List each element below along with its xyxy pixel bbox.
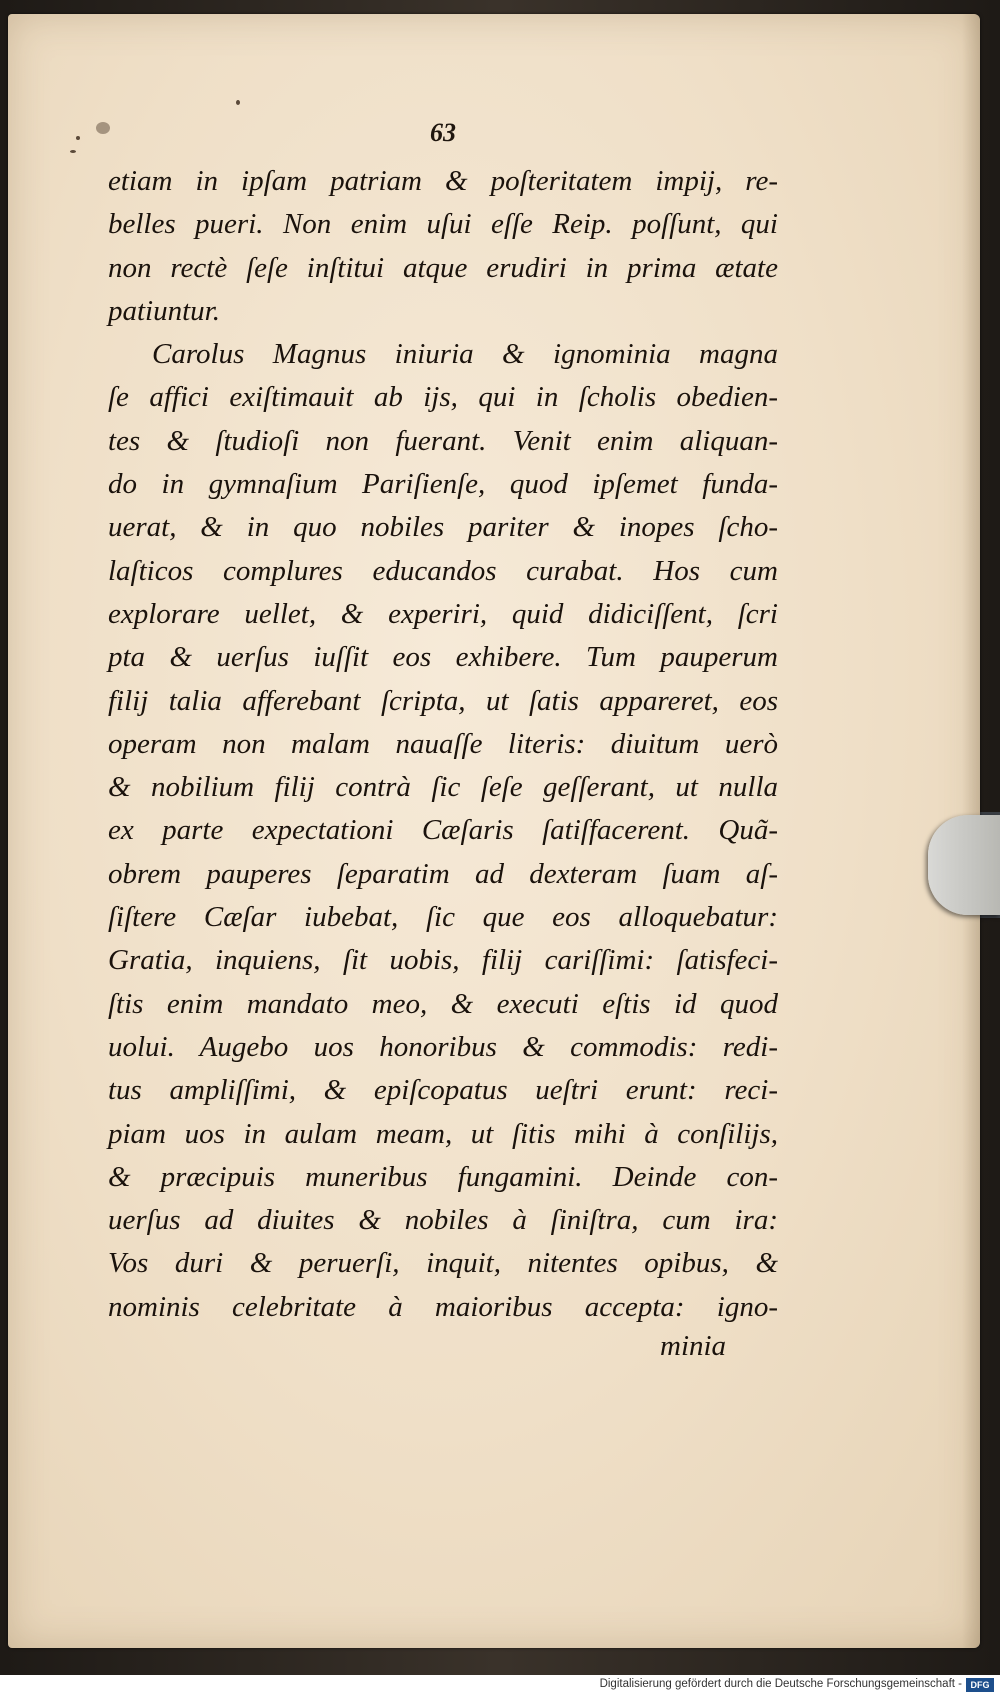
- text-line: ſtis enim mandato meo, & executi eſtis id quod: [108, 987, 778, 1020]
- footer-credit: Digitalisierung gefördert durch die Deutsche Forschungsgemeinschaft -: [599, 1678, 962, 1690]
- text-line: operam non malam nauaſſe literis: diuitum uerò: [108, 727, 778, 760]
- footer-bar: [0, 1675, 1000, 1697]
- page-clip: [928, 815, 1000, 915]
- ink-speck: [96, 122, 110, 134]
- text-line: & nobilium filij contrà ſic ſeſe geſſerant, ut nulla: [108, 771, 778, 804]
- text-line: obrem pauperes ſeparatim ad dexteram ſuam aſ-: [108, 857, 778, 890]
- text-line: tes & ſtudioſi non fuerant. Venit enim aliquan-: [108, 424, 778, 457]
- text-line: uolui. Augebo uos honoribus & commodis: redi-: [108, 1030, 778, 1063]
- text-line: explorare uellet, & experiri, quid didiciſſent, ſcri: [108, 597, 778, 630]
- text-line: Vos duri & peruerſi, inquit, nitentes opibus, &: [108, 1247, 778, 1280]
- text-line: laſticos complures educandos curabat. Hos cum: [108, 554, 778, 587]
- dfg-logo: DFG: [966, 1678, 994, 1692]
- text-line: nominis celebritate à maioribus accepta: igno-: [108, 1290, 778, 1323]
- body-text: [108, 160, 778, 1329]
- text-line: Carolus Magnus iniuria & ignominia magna: [152, 338, 778, 371]
- text-line: piam uos in aulam meam, ut ſitis mihi à conſilijs,: [108, 1117, 778, 1150]
- ink-speck: [76, 136, 80, 140]
- text-line: do in gymnaſium Pariſienſe, quod ipſemet funda-: [108, 468, 778, 501]
- ink-speck: [70, 150, 76, 153]
- text-line: ex parte expectationi Cæſaris ſatiſfacerent. Quã-: [108, 814, 778, 847]
- text-line: & præcipuis muneribus fungamini. Deinde con-: [108, 1160, 778, 1193]
- catchword: minia: [660, 1330, 727, 1362]
- text-line: uerſus ad diuites & nobiles à ſiniſtra, cum ira:: [108, 1204, 778, 1237]
- text-line: pta & uerſus iuſſit eos exhibere. Tum pauperum: [108, 641, 778, 674]
- text-line: patiuntur.: [108, 294, 220, 327]
- text-line: tus ampliſſimi, & epiſcopatus ueſtri erunt: reci-: [108, 1074, 778, 1107]
- text-line: ſiſtere Cæſar iubebat, ſic que eos alloquebatur:: [108, 901, 778, 934]
- page-number: 63: [430, 118, 456, 147]
- text-line: ſe affici exiſtimauit ab ijs, qui in ſcholis obedien-: [108, 381, 778, 414]
- text-line: belles pueri. Non enim uſui eſſe Reip. poſſunt, qui: [108, 208, 778, 241]
- text-line: Gratia, inquiens, ſit uobis, filij cariſſimi: ſatisfeci-: [108, 944, 778, 977]
- text-line: uerat, & in quo nobiles pariter & inopes ſcho-: [108, 511, 778, 544]
- text-line: non rectè ſeſe inſtitui atque erudiri in prima ætate: [108, 251, 778, 284]
- ink-speck: [236, 100, 240, 105]
- text-line: filij talia afferebant ſcripta, ut ſatis appareret, eos: [108, 684, 778, 717]
- text-line: etiam in ipſam patriam & poſteritatem impij, re-: [108, 165, 778, 197]
